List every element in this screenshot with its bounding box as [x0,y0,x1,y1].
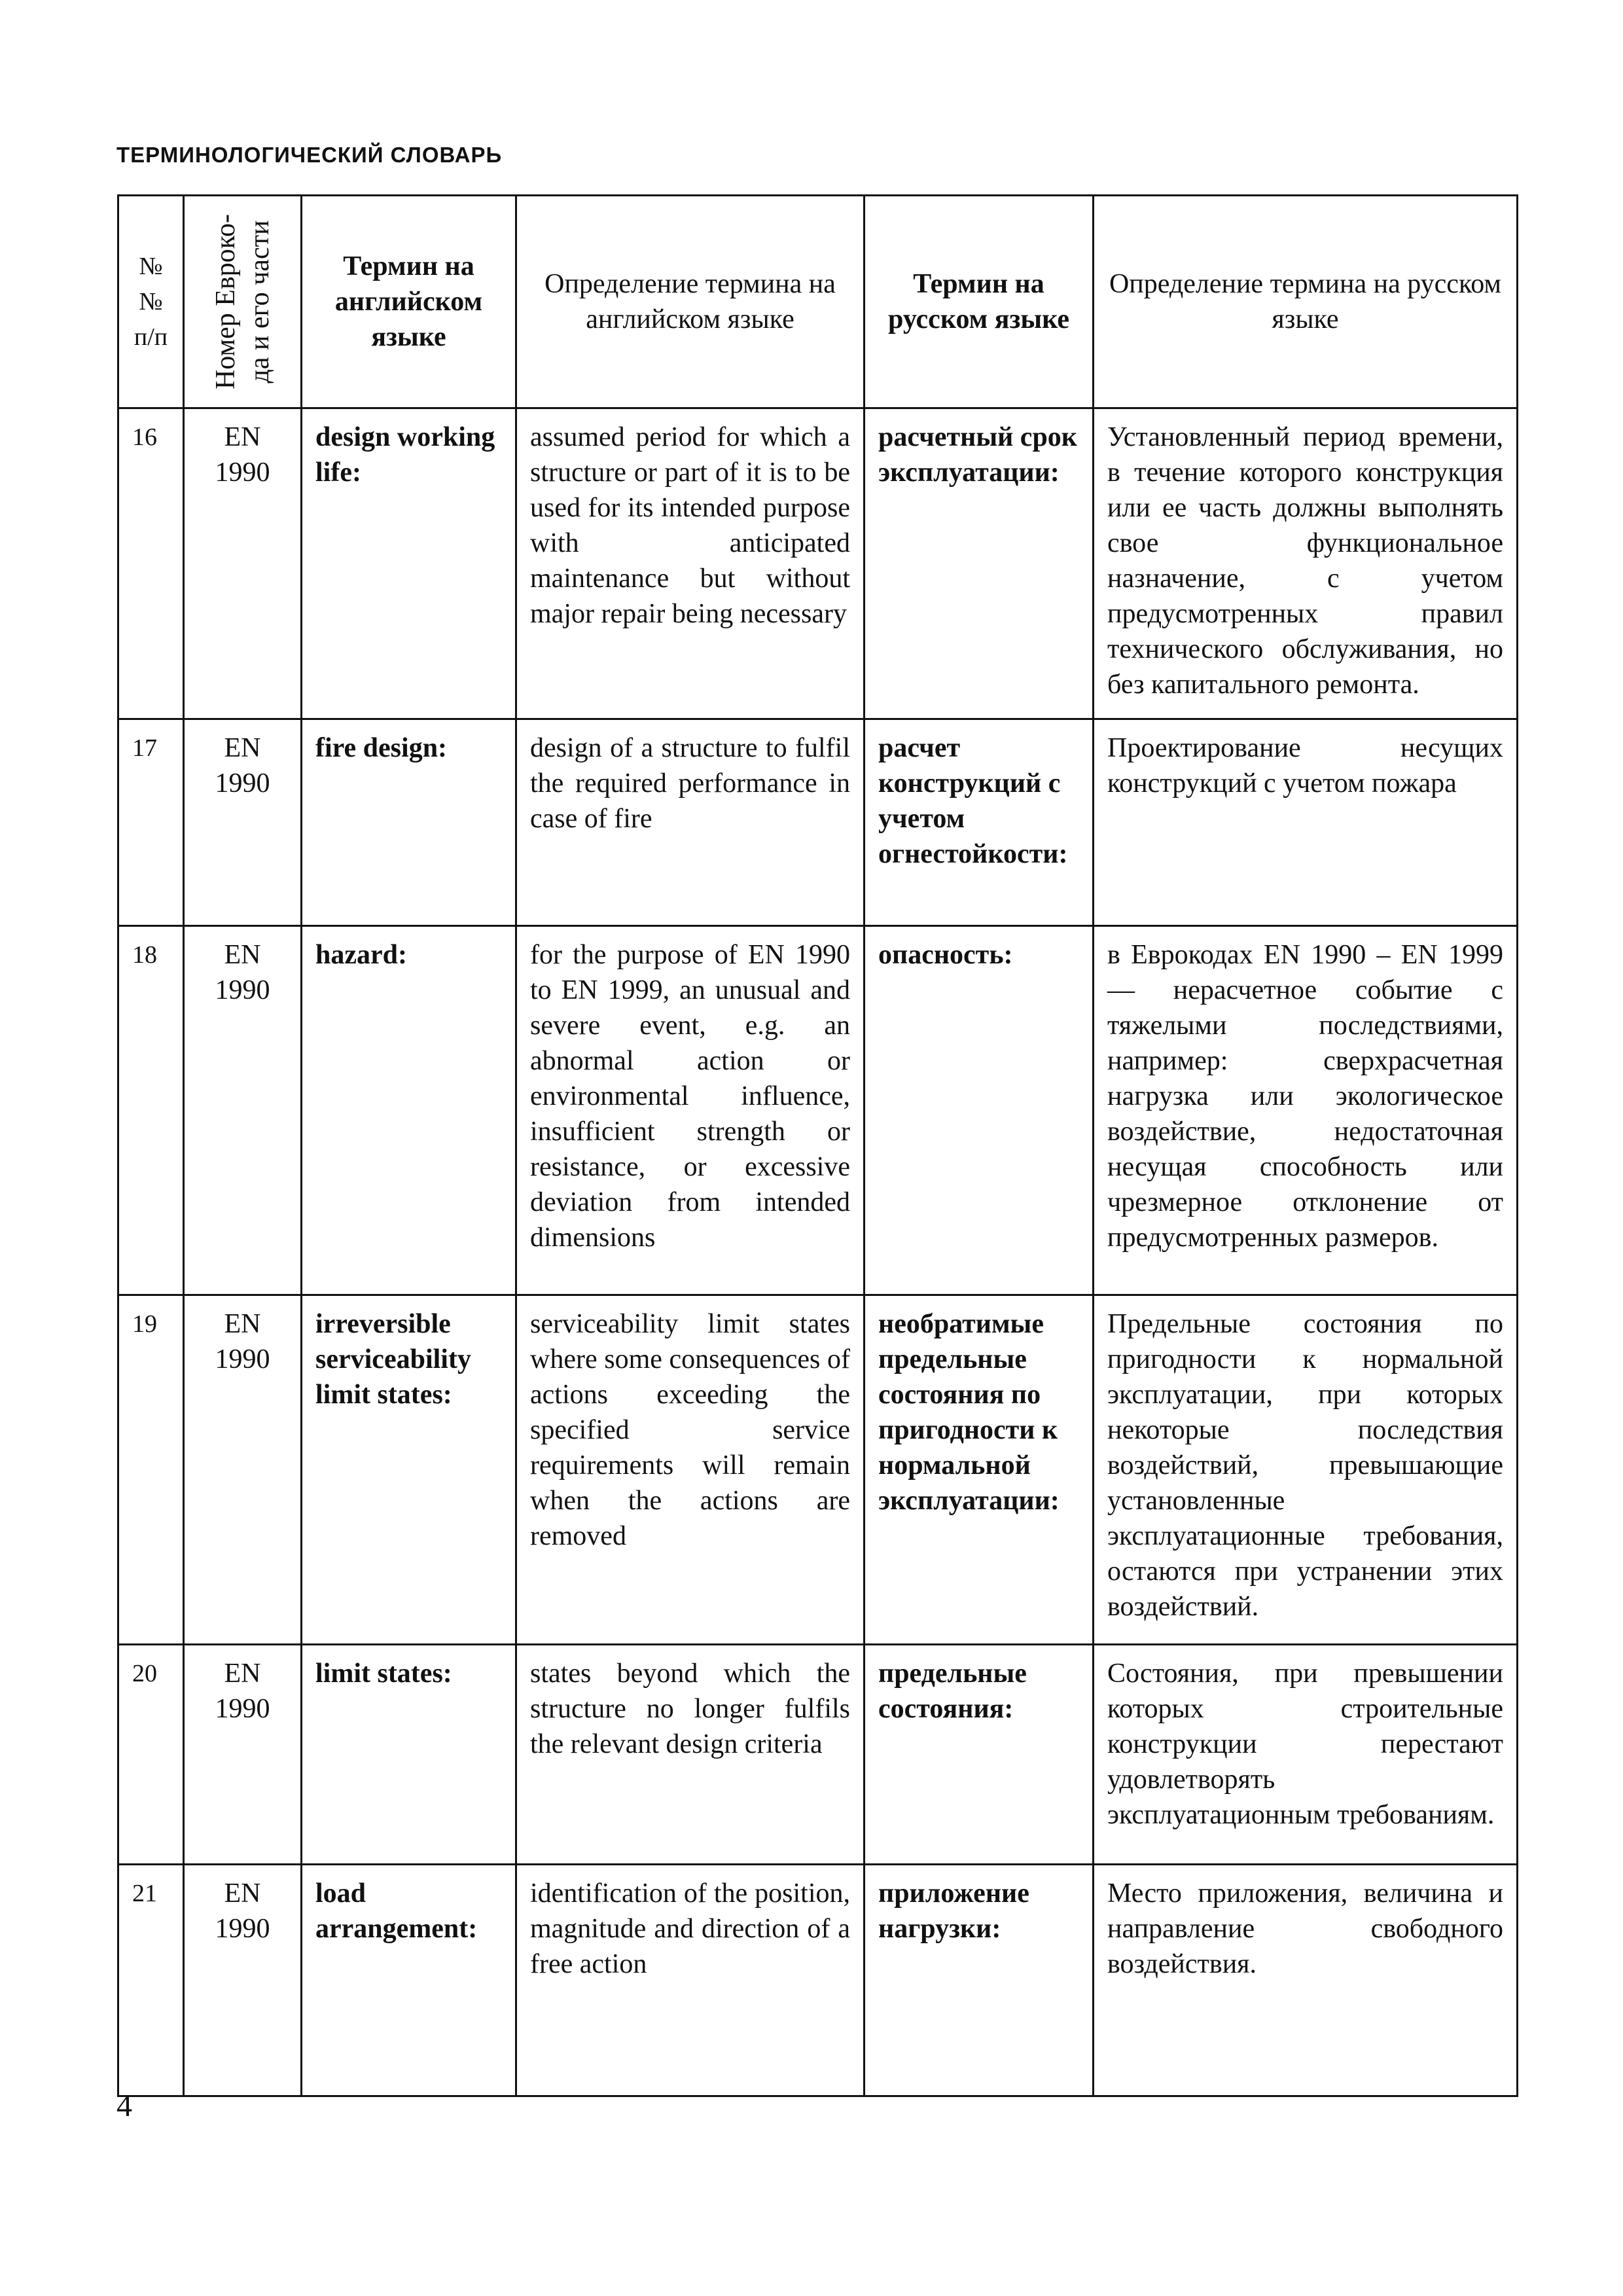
row-def-ru: Состояния, при превышении которых строительные конструкции перестают удовлетворять эксплуатационным требованиям. [1094,1645,1518,1865]
row-def-ru: в Еврокодах EN 1990 – EN 1999 — нерасчетное событие с тяжелыми последствиями, например: сверхрасчетная нагрузка или экологическое воздействие, недостаточная несущая способность или чрезмерное отклонение от предусмотренных размеров. [1094,926,1518,1295]
row-num: 21 [118,1865,184,2096]
table-row [118,719,1518,926]
col-header-term-ru: Термин на русском языке [865,196,1094,408]
table-row [118,926,1518,1295]
col-header-def-en: Определение термина на английском языке [516,196,865,408]
row-term-ru: необратимые предельные состояния по пригодности к нормальной эксплуатации: [865,1295,1094,1645]
table-row [118,1295,1518,1645]
table-row [118,1865,1518,2096]
row-def-ru: Предельные состояния по пригодности к нормальной эксплуатации, при которых некоторые последствия воздействий, превышающие установленные эксплуатационные требования, остаются при устранении этих воздействий. [1094,1295,1518,1645]
row-def-en: design of a structure to fulfil the required performance in case of fire [516,719,865,926]
row-def-en: identification of the position, magnitude and direction of a free action [516,1865,865,2096]
row-code: EN 1990 [184,926,302,1295]
row-num: 16 [118,408,184,719]
col-header-def-ru: Определение термина на русском языке [1094,196,1518,408]
page-header-title: ТЕРМИНОЛОГИЧЕСКИЙ СЛОВАРЬ [116,143,503,167]
row-num: 19 [118,1295,184,1645]
table-row [118,408,1518,719]
table-header-row [118,196,1518,408]
row-def-ru: Место приложения, величина и направление свободного воздействия. [1094,1865,1518,2096]
row-code: EN 1990 [184,1295,302,1645]
row-def-ru: Установленный период времени, в течение которого конструкция или ее часть должны выполнять свое функциональное назначение, с учетом предусмотренных правил технического обслуживания, но без капитального ремонта. [1094,408,1518,719]
row-term-en: limit states: [302,1645,516,1865]
col-header-term-en: Термин на английском языке [302,196,516,408]
row-term-ru: расчетный срок эксплуатации: [865,408,1094,719]
row-term-en: design working life: [302,408,516,719]
row-term-en: fire design: [302,719,516,926]
glossary-table [117,194,1518,2097]
col-header-code [184,196,302,408]
row-def-en: assumed period for which a structure or part of it is to be used for its intended purpose with anticipated maintenance but without major repair being necessary [516,408,865,719]
row-code: EN 1990 [184,1645,302,1865]
row-term-en: load arrangement: [302,1865,516,2096]
row-code: EN 1990 [184,1865,302,2096]
row-term-en: irreversible serviceability limit states: [302,1295,516,1645]
row-term-ru: опасность: [865,926,1094,1295]
table-row [118,1645,1518,1865]
col-header-code-line1: Номер Евроко- [210,214,241,389]
row-def-en: states beyond which the structure no longer fulfils the relevant design criteria [516,1645,865,1865]
row-def-en: for the purpose of EN 1990 to EN 1999, an unusual and severe event, e.g. an abnormal action or environmental influence, insufficient strength or resistance, or excessive deviation from intended dimensions [516,926,865,1295]
page-number: 4 [116,2089,132,2123]
row-num: 17 [118,719,184,926]
row-code: EN 1990 [184,719,302,926]
row-term-ru: предельные состояния: [865,1645,1094,1865]
row-term-ru: приложение нагрузки: [865,1865,1094,2096]
row-def-ru: Проектирование несущих конструкций с учетом пожара [1094,719,1518,926]
col-header-code-line2: да и его части [244,220,275,384]
col-header-num: №№ п/п [118,196,184,408]
row-num: 18 [118,926,184,1295]
row-term-en: hazard: [302,926,516,1295]
row-term-ru: расчет конструкций с учетом огнестойкости: [865,719,1094,926]
row-num: 20 [118,1645,184,1865]
row-code: EN 1990 [184,408,302,719]
row-def-en: serviceability limit states where some consequences of actions exceeding the specified service requirements will remain when the actions are removed [516,1295,865,1645]
